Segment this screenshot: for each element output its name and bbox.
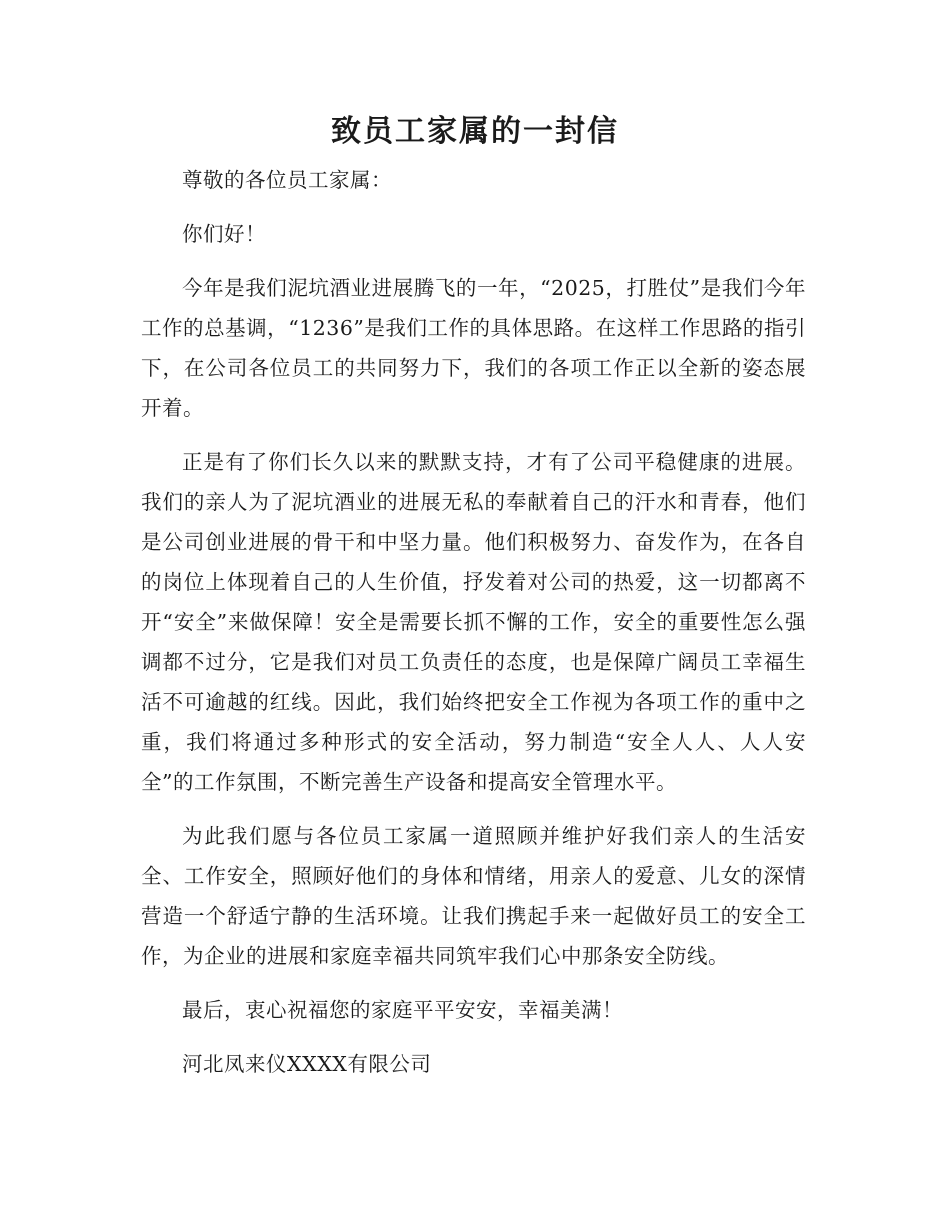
letter-body [141, 160, 806, 1098]
salutation: 尊敬的各位员工家属： [182, 168, 392, 192]
greeting: 你们好！ [182, 222, 266, 246]
paragraph-1: 今年是我们泥坑酒业进展腾飞的一年，“2025，打胜仗”是我们今年工作的总基调，“1236”是我们工作的具体思路。在这样工作思路的指引下，在公司各位员工的共同努力下，我们的各项工作正以全新的姿态展开着。 [141, 276, 806, 420]
paragraph-2: 正是有了你们长久以来的默默支持，才有了公司平稳健康的进展。我们的亲人为了泥坑酒业的进展无私的奉献着自己的汗水和青春，他们是公司创业进展的骨干和中坚力量。他们积极努力、奋发作为，在各自的岗位上体现着自己的人生价值，抒发着对公司的热爱，这一切都离不开“安全”来做保障！安全是需要长抓不懈的工作，安全的重要性怎么强调都不过分，它是我们对员工负责任的态度，也是保障广阔员工幸福生活不可逾越的红线。因此，我们始终把安全工作视为各项工作的重中之重，我们将通过多种形式的安全活动，努力制造“安全人人、人人安全”的工作氛围，不断完善生产设备和提高安全管理水平。 [141, 450, 806, 794]
signature: 河北凤来仪XXXX有限公司 [182, 1052, 432, 1076]
document-title: 致员工家属的一封信 [331, 114, 619, 149]
paragraph-3: 为此我们愿与各位员工家属一道照顾并维护好我们亲人的生活安全、工作安全，照顾好他们的身体和情绪，用亲人的爱意、儿女的深情营造一个舒适宁静的生活环境。让我们携起手来一起做好员工的安全工作，为企业的进展和家庭幸福共同筑牢我们心中那条安全防线。 [141, 824, 806, 968]
closing-line: 最后，衷心祝福您的家庭平平安安，幸福美满！ [182, 998, 623, 1022]
